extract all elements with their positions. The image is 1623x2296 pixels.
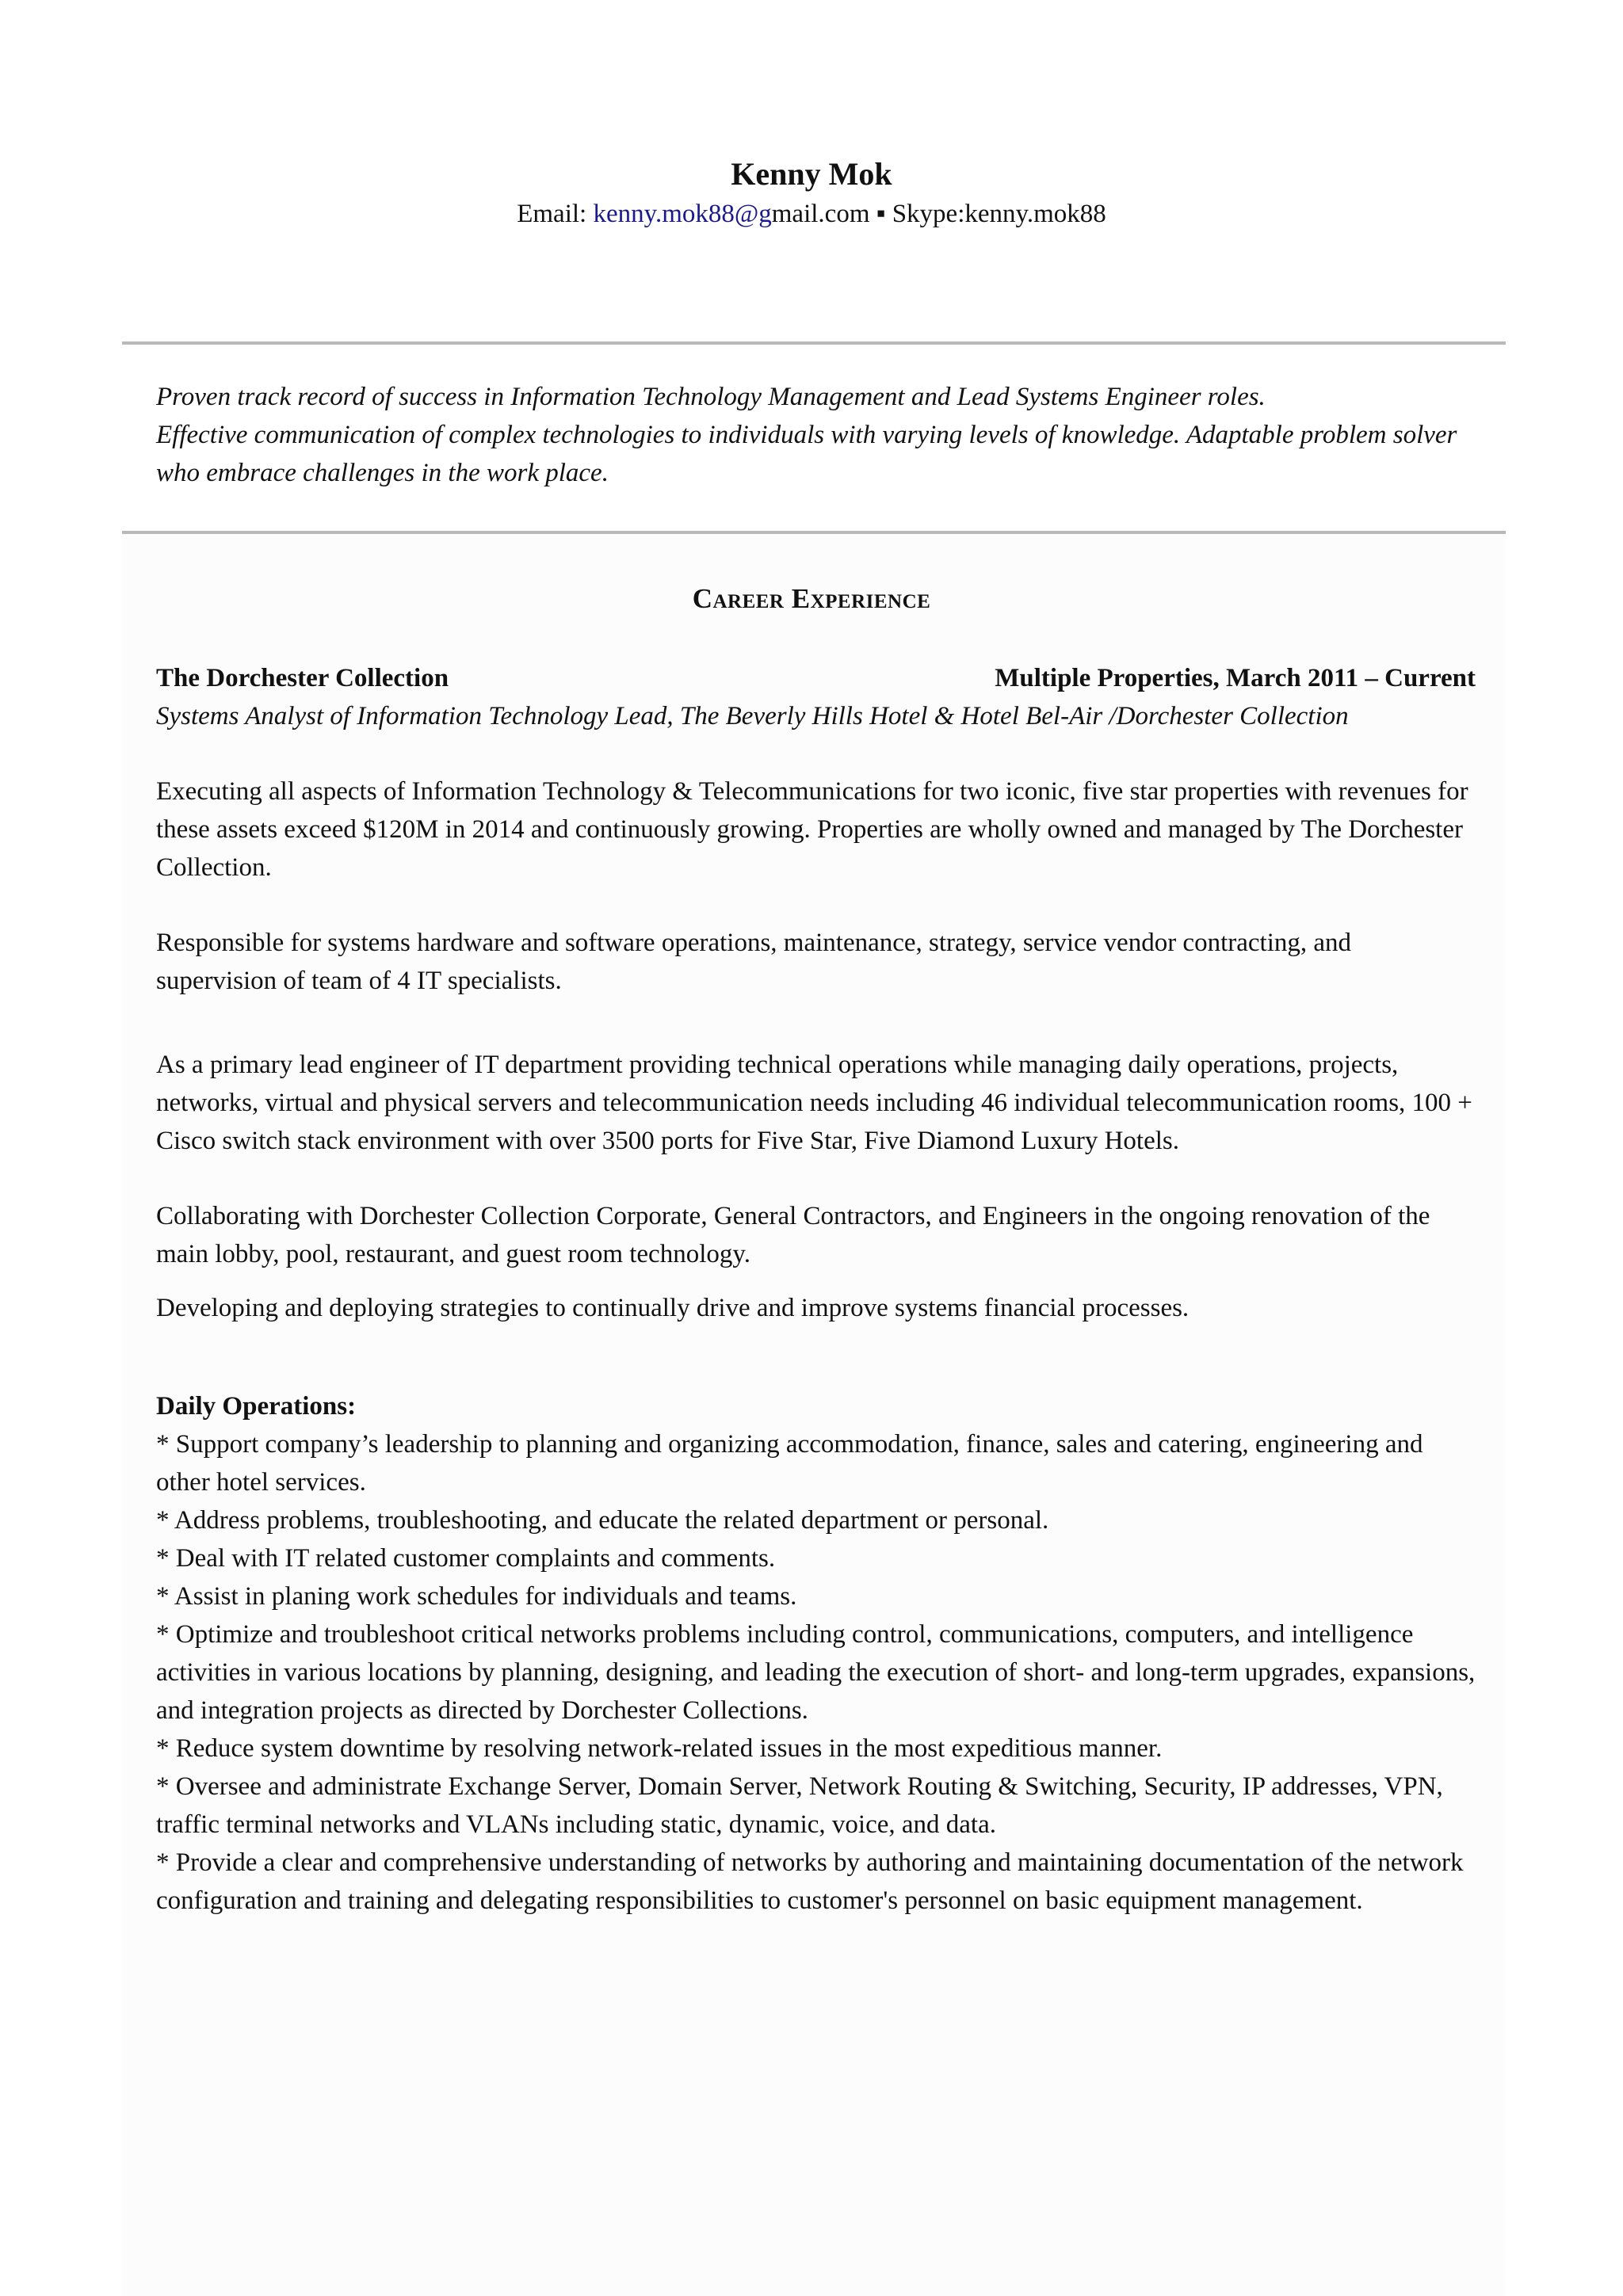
skype-handle: Skype:kenny.mok88 [892, 200, 1106, 228]
contact-separator: ▪ [869, 200, 892, 228]
list-item: * Provide a clear and comprehensive understanding of networks by authoring and maintaining documentation of the network configuration and training and delegating responsibilities to customer's personnel on basic equipment management. [156, 1848, 1464, 1915]
divider-top [122, 341, 1506, 345]
job-location-dates: Multiple Properties, March 2011 – Current [995, 664, 1476, 692]
summary-block [156, 378, 1503, 492]
job-paragraph-3: As a primary lead engineer of IT department providing technical operations while managing daily operations, projects, networks, virtual and physical servers and telecommunication needs including 46 individual telecommunication rooms, 100 + Cisco switch stack environment with over 3500 ports for Five Star, Five Diamond Luxury Hotels. [156, 1051, 1472, 1155]
company-name: The Dorchester Collection [156, 664, 449, 692]
list-item: * Optimize and troubleshoot critical networks problems including control, communications, computers, and intelligence activities in various locations by planning, designing, and leading the execution of short- and long-term upgrades, expansions, and integration projects as directed by Dorchester Collections. [156, 1620, 1476, 1725]
list-item: * Assist in planing work schedules for individuals and teams. [156, 1582, 797, 1611]
summary-line-2: Effective communication of complex technologies to individuals with varying levels of knowledge. Adaptable problem solver who embrace challenges in the work place. [156, 421, 1457, 487]
contact-line [0, 196, 1623, 232]
job-paragraph-1: Executing all aspects of Information Technology & Telecommunications for two iconic, five star properties with revenues for these assets exceed $120M in 2014 and continuously growing. Properties are wholly owned and managed by The Dorchester Collection. [156, 777, 1468, 882]
summary-line-1: Proven track record of success in Information Technology Management and Lead Systems Engineer roles. [156, 383, 1266, 411]
job-title: Systems Analyst of Information Technology Lead, The Beverly Hills Hotel & Hotel Bel-Air /Dorchester Collection [156, 702, 1349, 730]
email-link[interactable]: kenny.mok88@g [593, 200, 772, 228]
list-item: * Reduce system downtime by resolving network-related issues in the most expeditious manner. [156, 1734, 1163, 1763]
job-header [156, 659, 1476, 697]
section-title: Career Experience [692, 583, 931, 614]
email-label: Email: [517, 200, 594, 228]
job-paragraph-4: Collaborating with Dorchester Collection Corporate, General Contractors, and Engineers in the ongoing renovation of the main lobby, pool, restaurant, and guest room technology. [156, 1202, 1430, 1268]
job-paragraph-5: Developing and deploying strategies to continually drive and improve systems financial processes. [156, 1294, 1190, 1322]
resume-header [0, 154, 1623, 232]
daily-operations-heading: Daily Operations: [156, 1392, 357, 1421]
list-item: * Address problems, troubleshooting, and educate the related department or personal. [156, 1506, 1049, 1535]
email-domain: mail.com [771, 200, 870, 228]
candidate-name: Kenny Mok [731, 156, 892, 192]
list-item: * Oversee and administrate Exchange Server, Domain Server, Network Routing & Switching, Security, IP addresses, VPN, traffic terminal networks and VLANs including static, dynamic, voice, and data. [156, 1772, 1443, 1839]
list-item: * Deal with IT related customer complaints and comments. [156, 1544, 776, 1573]
daily-operations-list [156, 1425, 1476, 1920]
job-paragraph-2: Responsible for systems hardware and software operations, maintenance, strategy, service vendor contracting, and supervision of team of 4 IT specialists. [156, 929, 1352, 995]
experience-content [156, 659, 1476, 1920]
list-item: * Support company’s leadership to planning and organizing accommodation, finance, sales and catering, engineering and other hotel services. [156, 1430, 1423, 1497]
